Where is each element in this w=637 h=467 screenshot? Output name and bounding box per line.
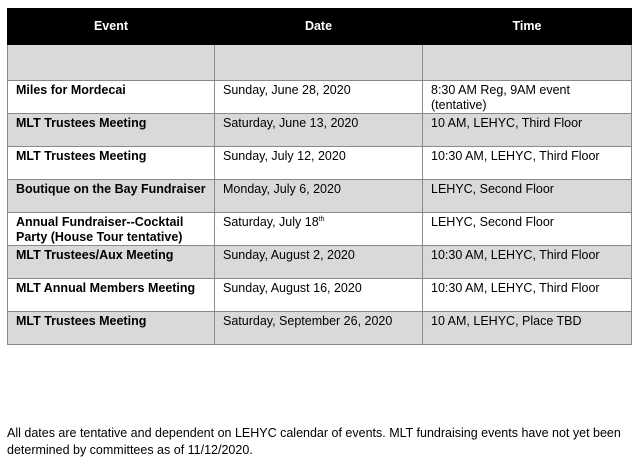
date-cell	[215, 213, 423, 246]
table-row	[8, 114, 632, 147]
event-cell: Annual Fundraiser--Cocktail Party (House Tour tentative)	[8, 213, 215, 246]
header-event: Event	[8, 9, 215, 45]
events-table	[7, 8, 632, 345]
time-cell: 10 AM, LEHYC, Place TBD	[423, 312, 632, 345]
date-cell: Sunday, July 12, 2020	[215, 147, 423, 180]
event-cell: MLT Trustees Meeting	[8, 147, 215, 180]
footnote: All dates are tentative and dependent on LEHYC calendar of events. MLT fundraising events have not yet been determined by committees as of 11/12/2020.	[7, 426, 621, 457]
table-row	[8, 180, 632, 213]
event-cell: MLT Trustees Meeting	[8, 312, 215, 345]
event-cell: Boutique on the Bay Fundraiser	[8, 180, 215, 213]
table-row	[8, 45, 632, 81]
date-cell	[215, 45, 423, 81]
event-cell: MLT Trustees/Aux Meeting	[8, 246, 215, 279]
event-cell: MLT Trustees Meeting	[8, 114, 215, 147]
time-cell: 10 AM, LEHYC, Third Floor	[423, 114, 632, 147]
time-cell: LEHYC, Second Floor	[423, 213, 632, 246]
time-cell: 8:30 AM Reg, 9AM event (tentative)	[423, 81, 632, 114]
table-row	[8, 246, 632, 279]
time-cell	[423, 45, 632, 81]
date-cell: Saturday, June 13, 2020	[215, 114, 423, 147]
table-header-row	[8, 9, 632, 45]
event-cell: Miles for Mordecai	[8, 81, 215, 114]
table-row	[8, 312, 632, 345]
date-cell: Saturday, September 26, 2020	[215, 312, 423, 345]
time-cell: LEHYC, Second Floor	[423, 180, 632, 213]
date-text: Saturday, July 18	[223, 215, 319, 229]
table-row	[8, 213, 632, 246]
event-cell	[8, 45, 215, 81]
header-date: Date	[215, 9, 423, 45]
date-cell: Sunday, June 28, 2020	[215, 81, 423, 114]
date-cell: Sunday, August 2, 2020	[215, 246, 423, 279]
date-cell: Monday, July 6, 2020	[215, 180, 423, 213]
header-time: Time	[423, 9, 632, 45]
event-cell: MLT Annual Members Meeting	[8, 279, 215, 312]
time-cell: 10:30 AM, LEHYC, Third Floor	[423, 147, 632, 180]
table-row	[8, 279, 632, 312]
table-row	[8, 147, 632, 180]
time-cell: 10:30 AM, LEHYC, Third Floor	[423, 279, 632, 312]
date-ordinal-suffix: th	[318, 215, 325, 223]
table-row	[8, 81, 632, 114]
time-cell: 10:30 AM, LEHYC, Third Floor	[423, 246, 632, 279]
date-cell: Sunday, August 16, 2020	[215, 279, 423, 312]
